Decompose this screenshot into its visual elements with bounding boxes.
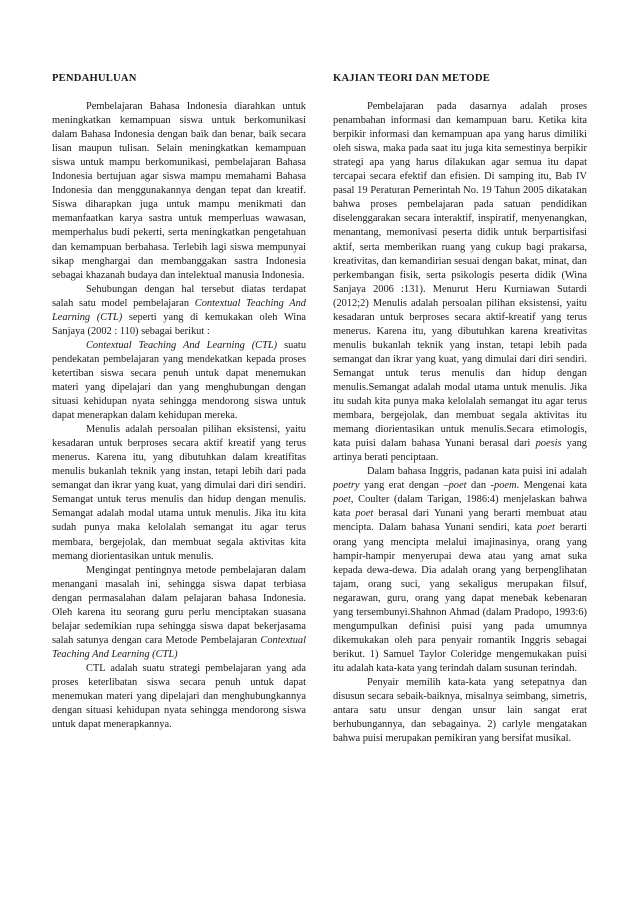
paragraph: Dalam bahasa Inggris, padanan kata puisi ini adalah poetry yang erat dengan –poet dan -poem. Mengenai kata poet, Coulter (dalam Tarigan, 1986:4) menjelaskan bahwa kata poet berasal dari Yunani yang berarti membuat atau mencipta. Dalam bahasa Yunani sendiri, kata poet berarti orang yang mencipta melalui imajinasinya, orang yang hampir-hampir menyerupai dewa atau yang amat suka kepada dewa-dewa. Dia adalah orang yang berpenglihatan tajam, orang suci, yang sekaligus merupakan filsuf, negarawan, guru, orang yang dapat menebak kebenaran yang tersembunyi.Shahnon Ahmad (dalam Pradopo, 1993:6) mengumpulkan definisi puisi yang pada umumnya dikemukakan oleh para penyair romantik Inggris sebagai berikut. 1) Samuel Taylor Coleridge mengemukakan puisi itu adalah kata-kata yang terindah dalam susunan terindah.: [333, 466, 588, 674]
italic-term: poetry: [333, 480, 360, 492]
italic-term: poet: [536, 522, 555, 534]
paragraph: Pembelajaran Bahasa Indonesia diarahkan untuk meningkatkan kemampuan siswa untuk berkomunikasi dalam Bahasa Indonesia dengan baik dan benar, baik secara lisan maupun tulisan. Selain meningkatkan kemampuan siswa untuk mampu berkomunikasi, pembelajaran Bahasa Indonesia bertujuan agar siswa mampu memahami Bahasa Indonesia dan menggunakannya dengan tepat dan kreatif. Siswa diharapkan juga untuk mampu menikmati dan memanfaatkan karya sastra untuk memperluas wawasan, memperhalus budi pekerti, serta meningkatkan pengetahuan dan kemampuan berbahasa. Terlebih lagi siswa mempunyai sikap menghargai dan membanggakan sastra Indonesia sebagai khazanah budaya dan intelektual manusia Indonesia.: [52, 101, 306, 281]
paragraph: Sehubungan dengan hal tersebut diatas terdapat salah satu model pembelajaran Contextual Teaching And Learning (CTL) seperti yang di kemukakan oleh Wina Sanjaya (2002 : 110) sebagai berikut :: [52, 283, 306, 337]
section-heading-pendahuluan: PENDAHULUAN: [52, 73, 137, 84]
paragraph: Menulis adalah persoalan pilihan eksistensi, yaitu kesadaran untuk berproses secara aktif kreatif yang terus menerus. Karena itu, yang dibutuhkan dalam kreatifitas menulis bukanlah teknik yang instan, tetapi lebih dari pada semangat dan ikrar yang kuat, yang dimulai dari diri sendiri. Semangat untuk terus menulis dan hidup dengan menulis. Semangat adalah modal utama untuk menulis. Jika itu kita sudah punya maka kelolalah semangat itu agar terus membara, bergejolak, dan membuat segala aktivitas kita memang diorientasikan untuk menulis.: [52, 424, 306, 562]
italic-term: Contextual Teaching And Learning (CTL): [86, 339, 278, 351]
paragraph: Mengingat pentingnya metode pembelajaran dalam menangani masalah ini, sehingga siswa dapat terbiasa dengan permasalahan dalam pelajaran bahasa Indonesia. Oleh karena itu seorang guru perlu menciptakan suasana belajar sedemikian rupa sehingga siswa dapat bekerjasama salah satunya dengan cara Metode Pembelajaran Contextual Teaching And Learning (CTL): [52, 564, 306, 660]
paragraph: CTL adalah suatu strategi pembelajaran yang ada proses keterlibatan siswa secara penuh untuk dapat menemukan materi yang dipelajari dan menghubungkannya dengan situasi kehidupan nyata sehingga mendorong siswa untuk dapat menerapkannya.: [52, 662, 306, 731]
quote-paragraph: Contextual Teaching And Learning (CTL) suatu pendekatan pembelajaran yang mendekatkan kepada proses ketertiban siswa secara penuh untuk dapat menemukan materi yang dipelajari dan yang menghubungan dengan situasi kehidupan nyata sehingga mendorong siswa untuk dapat menerapkan dalam kehidupan mereka.: [52, 339, 307, 422]
italic-term: -poem: [490, 480, 517, 492]
italic-term: poet: [333, 494, 351, 506]
italic-term: Contextual Teaching And Learning (CTL): [52, 634, 306, 660]
section-heading-kajian-teori: KAJIAN TEORI DAN METODE: [333, 73, 490, 84]
left-column: [52, 72, 306, 732]
italic-term: –poet: [443, 480, 467, 492]
right-column: [333, 72, 587, 746]
italic-term: Contextual Teaching And Learning (CTL): [52, 297, 306, 323]
italic-term: poesis: [535, 438, 562, 450]
italic-term: poet: [355, 508, 374, 520]
paragraph: Penyair memilih kata-kata yang setepatnya dan disusun secara sebaik-baiknya, misalnya seimbang, simetris, antara satu unsur dengan unsur lain sangat erat berhubungannya, dan sebagainya. 2) carlyle mengatakan bahwa puisi merupakan pemikiran yang bersifat musikal.: [333, 676, 587, 745]
paragraph: Pembelajaran pada dasarnya adalah proses penambahan informasi dan kemampuan baru. Ketika kita berpikir informasi dan kemampuan apa yang harus dimiliki oleh siswa, maka pada saat itu juga kita semestinya berpikir strategi apa yang harus dilakukan agar semua itu dapat tercapai secara efektif dan efisien. Di samping itu, Bab IV pasal 19 Peraturan Pemerintah No. 19 Tahun 2005 dikatakan bahwa proses pembelajaran pada satuan pendidikan diselenggarakan secara interaktif, inspiratif, menyenangkan, menantang, memonivasi peserta didik untuk berpartisifasi aktif, serta memberikan ruang yang cukup bagi prakarsa, kreativitas, dan kemandirian sesuai dengan bakat, minat, dan perkembangan fisik, serta psikologis peserta didik (Wina Sanjaya 2006 :131). Menurut Heru Kurniawan Sutardi (2012;2) Menulis adalah persoalan pilihan eksistensi, yaitu kesadaran untuk berproses secara aktif-kreatif yang terus menerus. Karena itu, yang dibutuhkan karena kreativitas menulis bukanlah teknik yang instan, tetapi lebih pada semangat dan ikrar yang kuat, yang dimulai dari diri sendiri. Semangat untuk terus menulis dan hidup dengan menulis.Semangat adalah modal utama untuk menulis. Jika itu sudah kita punya maka kelolalah semangat itu agar terus membara, bergejolak, dan membuat segala aktivitas itu memang diorientasikan untuk menulis.Secara etimologis, kata puisi dalam bahasa Yunani berasal dari poesis yang artinya berati penciptaan.: [333, 101, 587, 464]
